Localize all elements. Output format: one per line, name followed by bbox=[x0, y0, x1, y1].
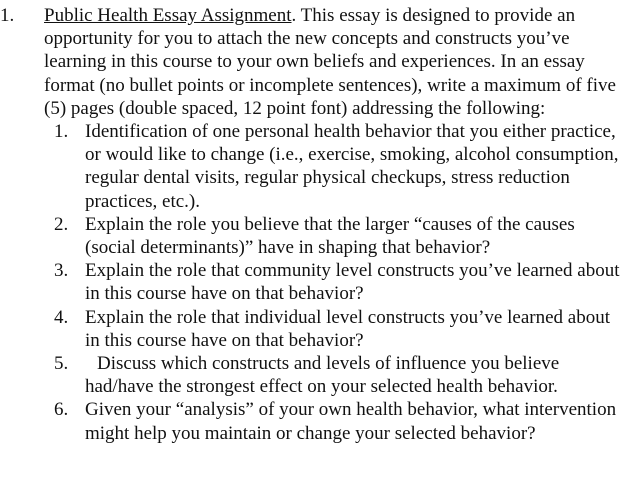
list-item-number: 4. bbox=[54, 306, 69, 328]
assignment-title: Public Health Essay Assignment bbox=[44, 5, 292, 26]
assignment-item bbox=[0, 4, 628, 445]
list-item-number: 3. bbox=[54, 260, 69, 282]
list-item-number: 2. bbox=[54, 213, 69, 235]
list-item-text: Identification of one personal health behavior that you either practice, or would like to change (i.e., exercise, smoking, alcohol consumption, regular dental visits, regular physical checkups, stress reduction practices, etc.). bbox=[85, 121, 619, 212]
assignment-intro: This essay is designed to provide an opportunity for you to attach the new concepts and constructs you’ve learning in this course to your own beliefs and experiences. In an essay format (no bullet points or incomplete sentences), write a maximum of five (5) pages (double spaced, 12 point font) addressing the following: bbox=[44, 5, 616, 119]
list-item-text: Given your “analysis” of your own health behavior, what intervention might help you maintain or change your selected behavior? bbox=[85, 399, 617, 444]
title-punctuation: . bbox=[291, 5, 297, 26]
list-item-number: 1. bbox=[54, 121, 69, 143]
list-item bbox=[32, 398, 628, 444]
list-item bbox=[32, 352, 628, 398]
item-body bbox=[44, 4, 628, 120]
list-item-number: 6. bbox=[54, 399, 69, 421]
list-item-text: Explain the role you believe that the larger “causes of the causes (social determinants)” have in shaping that behavior? bbox=[85, 213, 575, 259]
item-number: 1. bbox=[0, 5, 15, 26]
list-item bbox=[32, 120, 628, 213]
list-item-number: 5. bbox=[54, 353, 69, 375]
list-item-text: Explain the role that community level constructs you’ve learned about in this course have on that behavior? bbox=[85, 260, 620, 305]
list-item bbox=[32, 306, 628, 352]
list-item bbox=[32, 213, 628, 259]
list-item-text: Explain the role that individual level constructs you’ve learned about in this course have on that behavior? bbox=[85, 306, 610, 351]
question-list bbox=[32, 120, 628, 445]
list-item bbox=[32, 259, 628, 305]
list-item-text: Discuss which constructs and levels of influence you believe had/have the strongest effect on your selected health behavior. bbox=[85, 353, 560, 398]
